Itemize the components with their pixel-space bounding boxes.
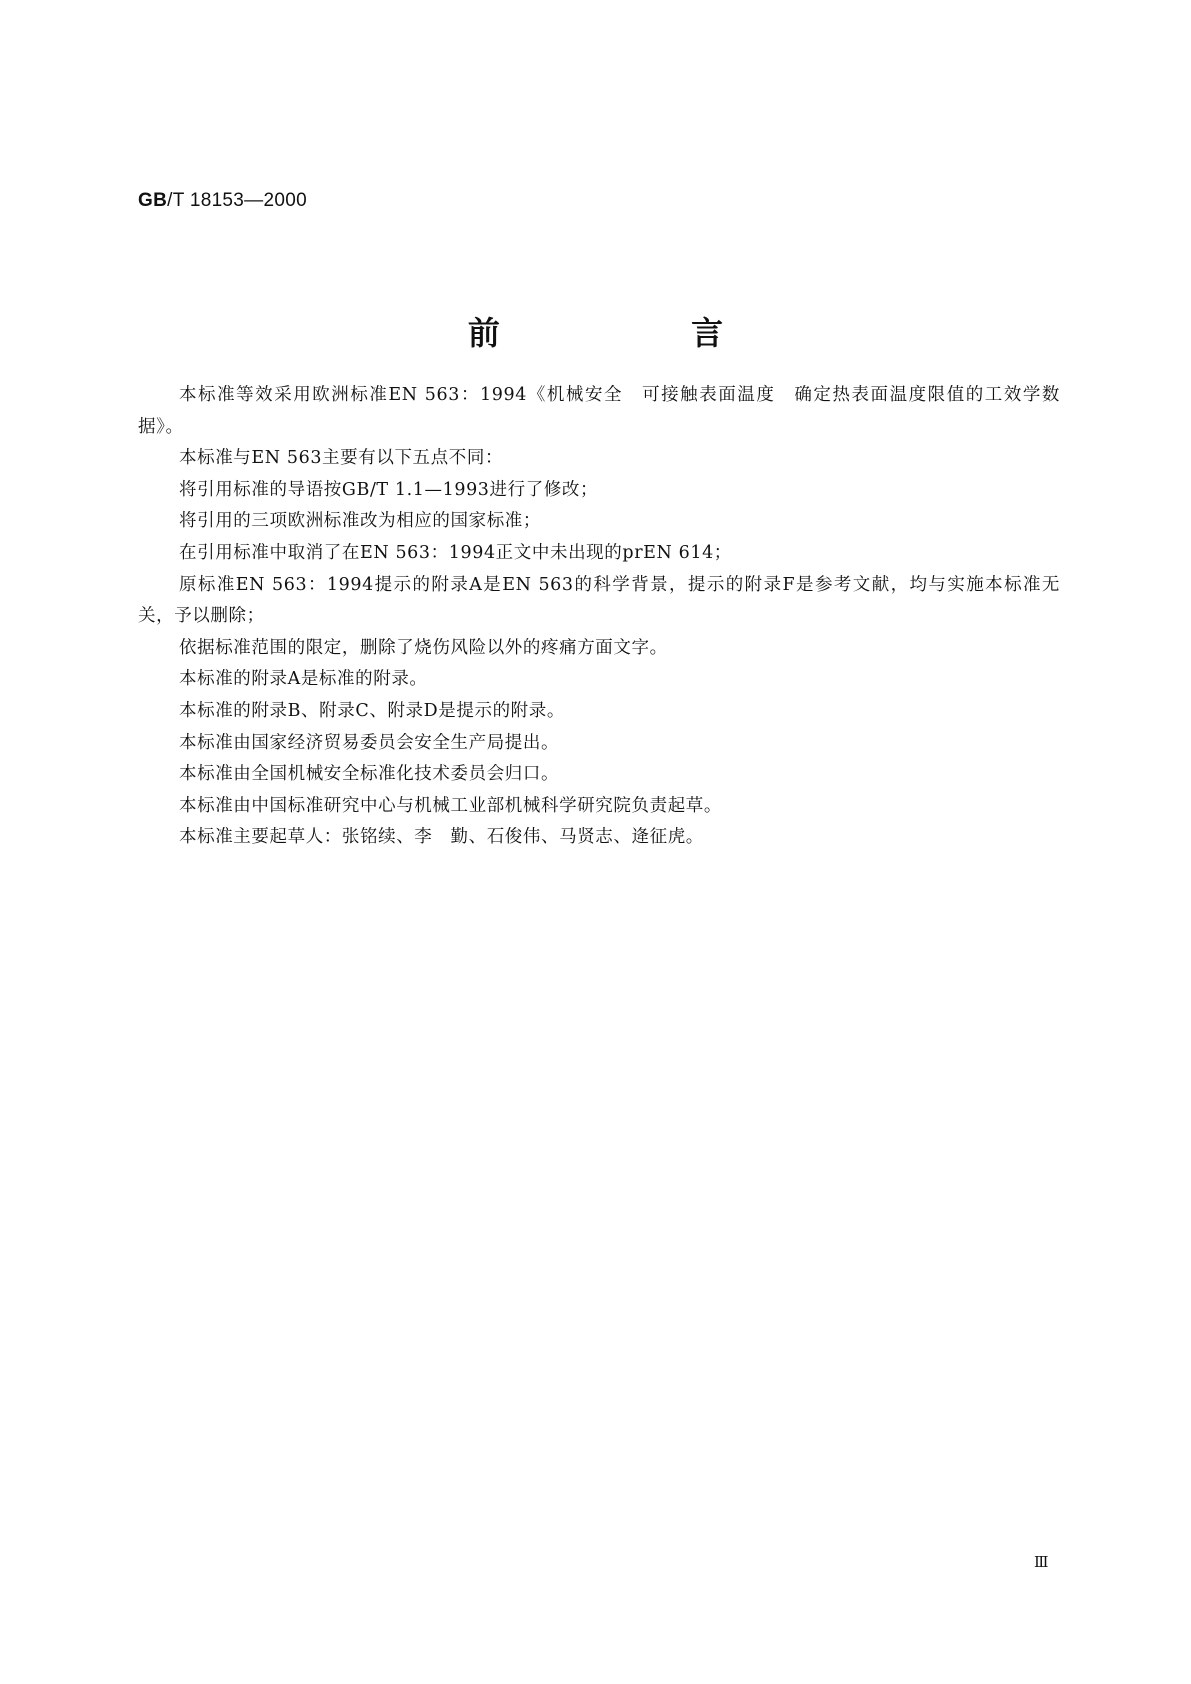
paragraph-2: 本标准与EN 563主要有以下五点不同： <box>179 448 504 469</box>
paragraph-4: 将引用的三项欧洲标准改为相应的国家标准； <box>179 511 541 532</box>
standard-number <box>138 190 307 212</box>
page-number: Ⅲ <box>1034 1553 1049 1571</box>
paragraph-13: 本标准主要起草人：张铭续、李 勤、石俊伟、马贤志、逄征虎。 <box>179 827 704 848</box>
paragraph-7: 依据标准范围的限定，删除了烧伤风险以外的疼痛方面文字。 <box>179 637 668 658</box>
paragraph-9: 本标准的附录B、附录C、附录D是提示的附录。 <box>179 700 565 721</box>
paragraph-6: 原标准EN 563：1994提示的附录A是EN 563的科学背景，提示的附录F是参考文献，均与实施本标准无关，予以删除； <box>138 574 1060 627</box>
paragraph-1: 本标准等效采用欧洲标准EN 563：1994《机械安全 可接触表面温度 确定热表面温度限值的工效学数据》。 <box>138 385 1060 437</box>
page-title: 前 言 <box>467 314 814 352</box>
foreword-body <box>138 380 1060 854</box>
paragraph-8: 本标准的附录A是标准的附录。 <box>179 669 428 690</box>
paragraph-3: 将引用标准的导语按GB/T 1.1—1993进行了修改； <box>179 479 599 500</box>
paragraph-5: 在引用标准中取消了在EN 563：1994正文中未出现的prEN 614； <box>179 542 732 563</box>
paragraph-10: 本标准由国家经济贸易委员会安全生产局提出。 <box>179 732 560 753</box>
paragraph-12: 本标准由中国标准研究中心与机械工业部机械科学研究院负责起草。 <box>179 795 722 816</box>
paragraph-11: 本标准由全国机械安全标准化技术委员会归口。 <box>179 764 560 785</box>
standard-code-number: /T 18153—2000 <box>167 190 307 211</box>
standard-code-prefix: GB <box>138 190 168 211</box>
